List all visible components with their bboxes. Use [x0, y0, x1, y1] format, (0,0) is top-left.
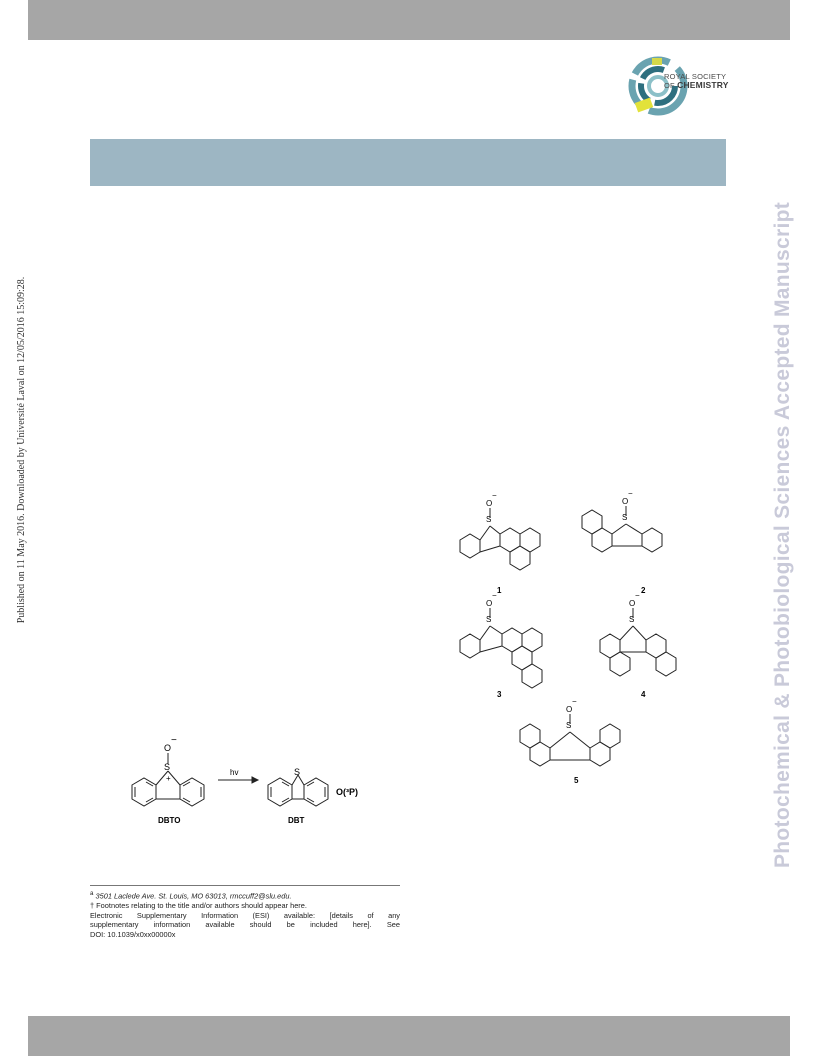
- accepted-manuscript-watermark: Photochemical & Photobiological Sciences Accepted Manuscript: [771, 201, 794, 869]
- s1-S: S: [486, 515, 492, 524]
- s4-minus: −: [635, 591, 640, 600]
- arrow-label: hv: [230, 768, 239, 777]
- structures-figure: [450, 490, 700, 790]
- byproduct-label: O(³P): [336, 787, 358, 797]
- reactant-label: DBTO: [158, 816, 181, 825]
- publication-stamp: Published on 11 May 2016. Downloaded by Université Laval on 12/05/2016 15:09:28.: [16, 276, 27, 624]
- s3-minus: −: [492, 591, 497, 600]
- s3-O: O: [486, 599, 493, 608]
- s2-S: S: [622, 513, 628, 522]
- footer-bar: [28, 1016, 790, 1056]
- footnote-rule: [90, 885, 400, 886]
- dbto-S: S: [164, 762, 171, 772]
- label-4: 4: [641, 690, 646, 699]
- s5-S: S: [566, 721, 572, 730]
- affiliation: [90, 889, 400, 901]
- s4-S: S: [629, 615, 635, 624]
- title-banner: [90, 139, 726, 186]
- reaction-scheme: [120, 735, 390, 830]
- logo-line1: ROYAL SOCIETY: [664, 72, 727, 81]
- label-5: 5: [574, 776, 579, 785]
- s4-O: O: [629, 599, 636, 608]
- esi-line1: Electronic Supplementary Information (ESI) available: [details of any: [90, 910, 400, 920]
- affil-mark: a: [90, 890, 94, 897]
- dbto-minus: −: [171, 735, 177, 746]
- esi-line2: supplementary information available should be included here]. See: [90, 920, 400, 930]
- label-2: 2: [641, 586, 646, 595]
- logo-line3: CHEMISTRY: [677, 80, 729, 90]
- dbto-plus: +: [166, 774, 171, 783]
- label-3: 3: [497, 690, 502, 699]
- s1-minus: −: [492, 491, 497, 500]
- s5-minus: −: [572, 697, 577, 706]
- product-label: DBT: [288, 816, 305, 825]
- dbto-O: O: [164, 743, 172, 753]
- footnotes: [90, 885, 400, 939]
- logo-line2: OF: [664, 81, 675, 90]
- s2-O: O: [622, 497, 629, 506]
- affil-text: 3501 Laclede Ave. St. Louis, MO 63013, rmccuff2@slu.edu.: [93, 891, 292, 901]
- logo-text: [664, 72, 729, 90]
- dagger-note: † Footnotes relating to the title and/or authors should appear here.: [90, 901, 307, 911]
- s1-O: O: [486, 499, 493, 508]
- s5-O: O: [566, 705, 573, 714]
- dbt-S: S: [294, 767, 301, 777]
- doi: DOI: 10.1039/x0xx00000x: [90, 929, 176, 939]
- s2-minus: −: [628, 490, 633, 498]
- label-1: 1: [497, 586, 502, 595]
- header-bar: [28, 0, 790, 40]
- s3-S: S: [486, 615, 492, 624]
